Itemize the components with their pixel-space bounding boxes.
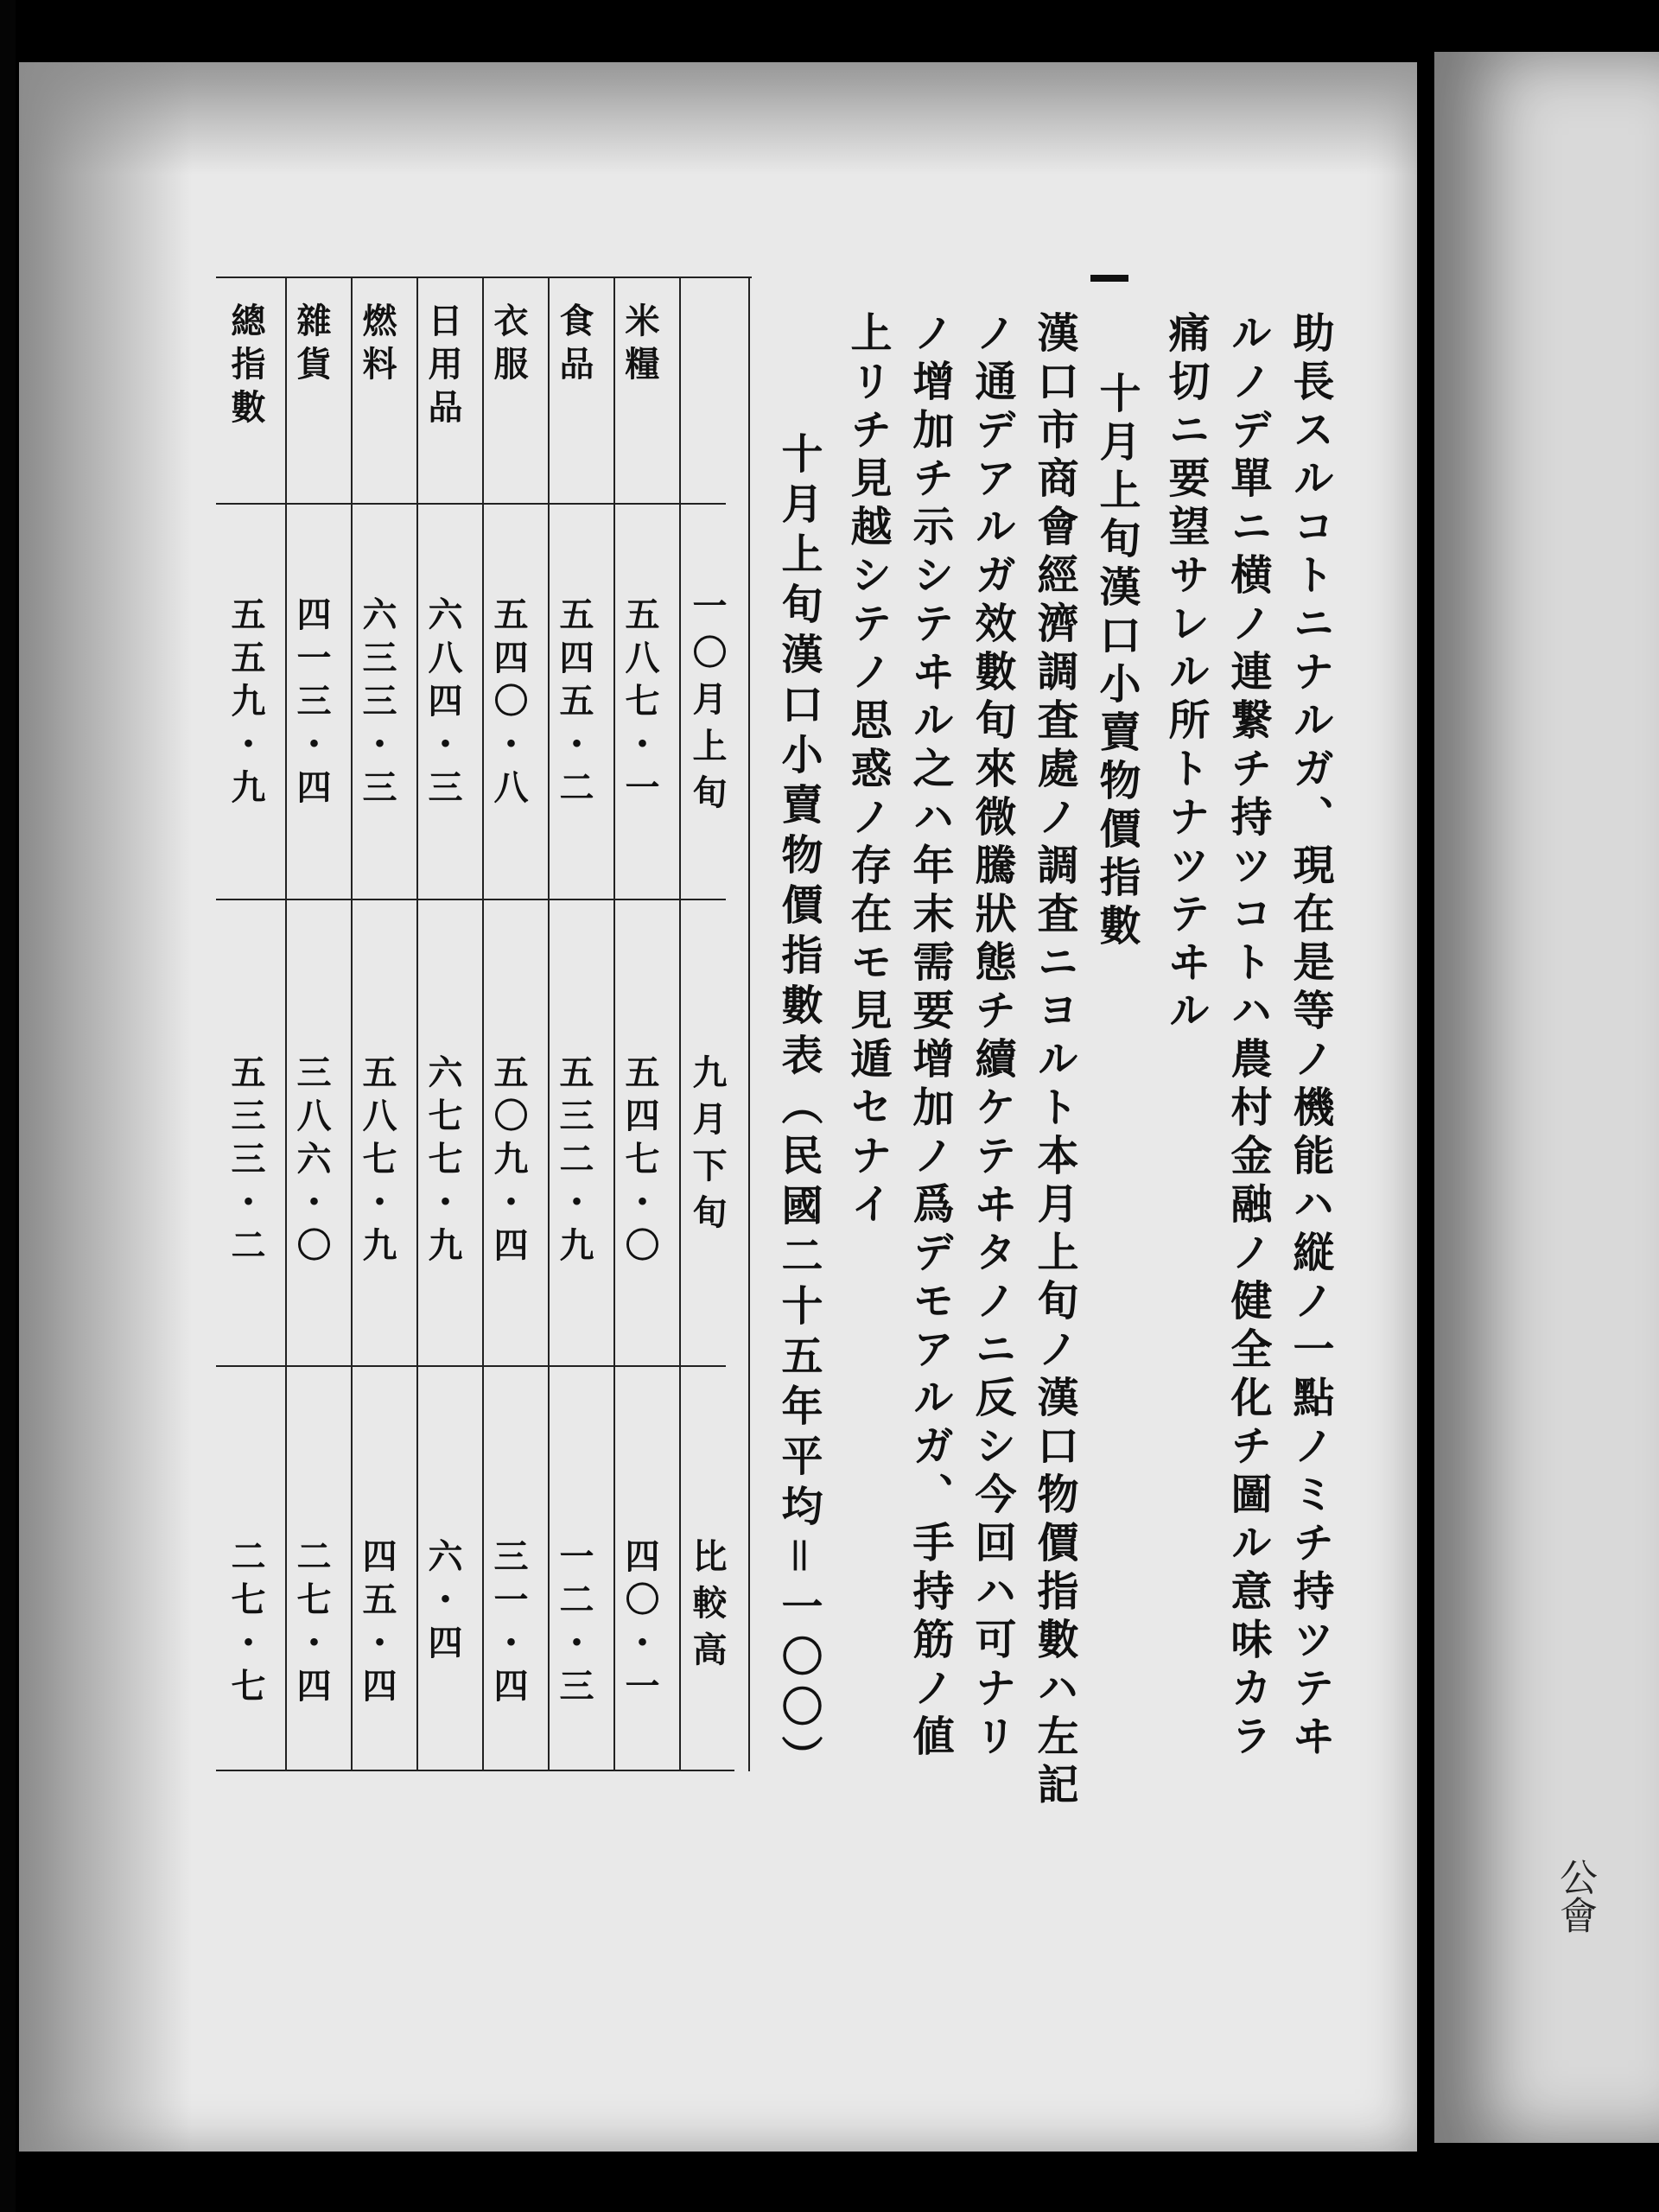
table-header-rule	[216, 503, 726, 505]
body-column-3: 痛切ニ要望サレル所トナツテヰル	[1161, 311, 1210, 1037]
body-column-1: 助長スルコトニナルガ、現在是等ノ機能ハ縦ノ一點ノミチ持ツテヰ	[1286, 311, 1334, 1763]
price-index-table	[216, 276, 752, 1771]
margin-mark: 公會	[1553, 1858, 1597, 1934]
row-label: 雜貨	[291, 302, 332, 389]
table-cell: 五八七・一	[620, 596, 660, 812]
table-cell: 四一三・四	[291, 596, 332, 812]
table-cell: 五八七・九	[357, 1054, 397, 1270]
table-cell: 五四〇・八	[488, 596, 529, 812]
body-column-8: 上リチ見越シテノ思惑ノ存在モ見遁セナイ	[843, 311, 892, 1230]
section-heading: 十月上旬漢口小賣物價指數	[1092, 372, 1141, 952]
table-cell: 三八六・〇	[291, 1054, 332, 1270]
book-spine	[0, 0, 16, 2212]
table-cell: 一二・三	[554, 1538, 594, 1711]
table-cell: 六・四	[423, 1538, 463, 1668]
table-column-rule	[482, 276, 484, 1771]
column-header: 比較高	[687, 1538, 728, 1678]
table-column-rule	[416, 276, 418, 1771]
table-column-rule	[679, 276, 681, 1771]
table-cell: 五五九・九	[226, 596, 266, 812]
table-cell: 五〇九・四	[488, 1054, 529, 1270]
facing-page-edge	[1434, 52, 1659, 2143]
table-column-rule	[351, 276, 353, 1771]
table-bottom-rule	[216, 1770, 734, 1771]
body-column-2: ルノデ單ニ横ノ連繋チ持ツコトハ農村金融ノ健全化チ圖ル意味カラ	[1224, 311, 1272, 1763]
table-cell: 四〇・一	[620, 1538, 660, 1711]
table-cell: 二七・七	[226, 1538, 266, 1711]
table-row-rule	[216, 899, 726, 900]
table-cell: 二七・四	[291, 1538, 332, 1711]
table-column-rule	[613, 276, 615, 1771]
table-top-rule	[216, 276, 752, 278]
row-label: 米糧	[620, 302, 660, 389]
section-marker	[1090, 275, 1128, 282]
table-cell: 六八四・三	[423, 596, 463, 812]
row-label: 衣服	[488, 302, 529, 389]
row-label: 燃料	[357, 302, 397, 389]
row-label: 總指數	[226, 302, 266, 432]
body-column-6: ノ通デアルガ效數旬來微騰狀態チ續ケテヰタノニ反シ今回ハ可ナリ	[968, 311, 1016, 1763]
table-cell: 五四五・二	[554, 596, 594, 812]
column-header: 九月下旬	[687, 1054, 728, 1241]
table-cell: 五三三・二	[226, 1054, 266, 1270]
table-column-rule	[748, 276, 750, 1771]
column-header: 一〇月上旬	[687, 588, 728, 821]
table-cell: 五四七・〇	[620, 1054, 660, 1270]
table-row-rule	[216, 1365, 726, 1367]
row-label: 日用品	[423, 302, 463, 432]
body-column-7: ノ增加チ示シテヰル之ハ年末需要增加ノ爲デモアルガ、手持筋ノ値	[906, 311, 954, 1763]
table-cell: 三一・四	[488, 1538, 529, 1711]
table-column-rule	[548, 276, 550, 1771]
table-column-rule	[285, 276, 287, 1771]
table-cell: 六七七・九	[423, 1054, 463, 1270]
table-cell: 六三三・三	[357, 596, 397, 812]
row-label: 食品	[554, 302, 594, 389]
table-cell: 五三二・九	[554, 1054, 594, 1270]
table-caption: 十月上旬漢口小賣物價指數表（民國二十五年平均＝一〇〇）	[774, 432, 823, 1786]
table-cell: 四五・四	[357, 1538, 397, 1711]
body-column-5: 漢口市商會經濟調査處ノ調査ニヨルト本月上旬ノ漢口物價指數ハ左記	[1030, 311, 1078, 1811]
